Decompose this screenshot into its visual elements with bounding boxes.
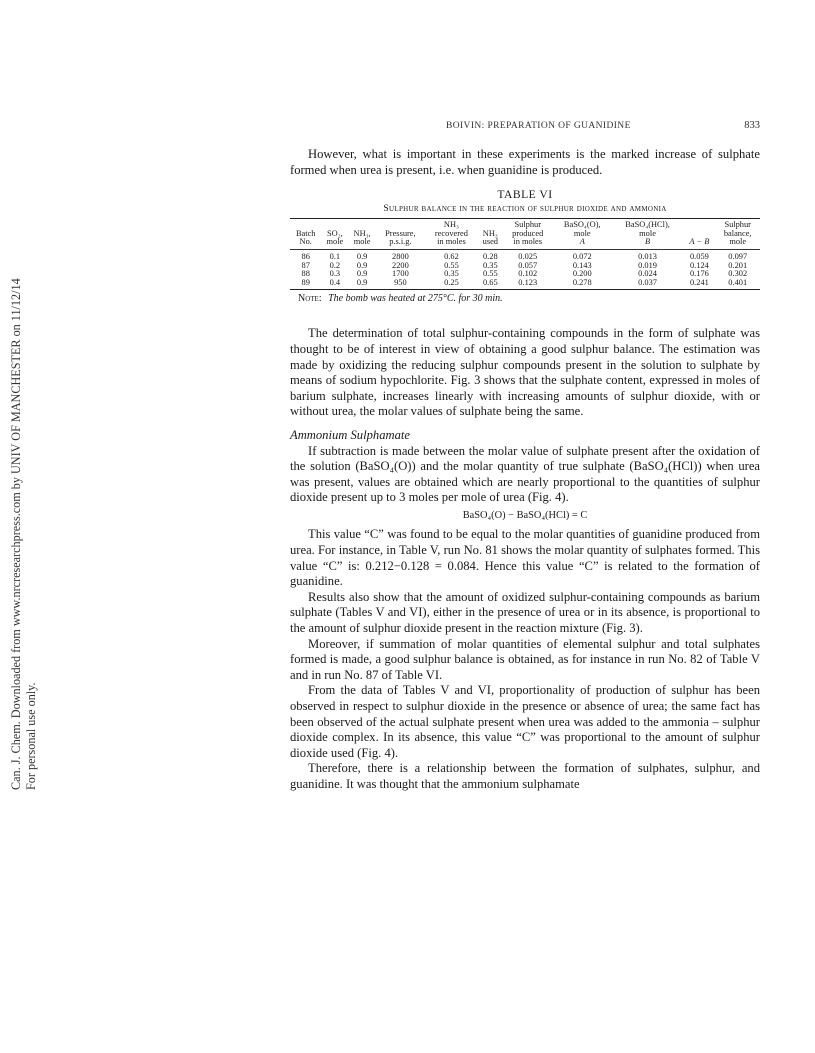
table-cell: 0.241	[689, 277, 709, 287]
table-cell: 0.059	[689, 251, 709, 261]
table-cell: 0.278	[572, 277, 592, 287]
section-heading: Ammonium Sulphamate	[290, 427, 410, 442]
page-number: 833	[744, 120, 760, 131]
equation: BaSO₄(O) − BaSO₄(HCl) = C	[462, 509, 588, 521]
table-cell: 0.25	[444, 277, 459, 287]
paragraph-2: The determination of total sulphur-containing compounds in the form of sulphate was thought to be of interest in view of obtaining a good sulphur balance. The estimation was made by oxidizing the reducing sulphur compounds present in the solution to sulphate by means of sodium hypochlorite. Fig. 3 shows that the sulphate content, expressed in moles of barium sulphate, increases linearly with increasing amounts of sulphur dioxide, with or without urea, the molar values of sulphate being the same.	[290, 326, 760, 419]
table-cell: 0.65	[482, 277, 498, 287]
table-cell: 1700	[392, 269, 409, 279]
paragraph-6: Moreover, if summation of molar quantities of elemental sulphur and total sulphates formed is made, a good sulphur balance is obtained, as for instance in run No. 82 of Table V and in run No. 87 of Table VI.	[290, 636, 760, 682]
table-header-row	[290, 219, 760, 249]
col-nh3-used: NH₃ used	[482, 228, 498, 247]
table-title: TABLE VI	[497, 188, 553, 202]
table-cell: 0.9	[356, 260, 368, 270]
table-cell: 87	[301, 260, 310, 270]
table-note	[290, 293, 760, 304]
table-cell: 0.097	[728, 251, 748, 261]
running-title: BOIVIN: PREPARATION OF GUANIDINE	[446, 121, 631, 131]
table-cell: 0.35	[482, 260, 498, 270]
col-pressure: Pressure, p.s.i.g.	[385, 228, 416, 247]
table-cell: 2200	[392, 260, 409, 270]
table-cell: 0.013	[638, 251, 657, 261]
table-cell: 2800	[392, 251, 409, 261]
table-cell: 89	[301, 277, 310, 287]
col-sulphur-balance: Sulphur balance, mole	[723, 220, 752, 247]
paragraph-8: Therefore, there is a relationship between the formation of sulphates, sulphur, and guanidine. It was thought that the ammonium sulphamate	[290, 761, 760, 791]
col-baso4-hcl: BaSO₄(HCl), mole B	[625, 220, 670, 247]
table-cell: 0.072	[572, 251, 592, 261]
col-nh3-recovered: NH₃ recovered in moles	[434, 220, 468, 247]
table-bottom-rule	[290, 289, 760, 290]
watermark-source-line: Can. J. Chem. Downloaded from www.nrcresearchpress.com by UNIV OF MANCHESTER on 11/12/14	[9, 278, 23, 790]
table-cell: 0.057	[518, 260, 538, 270]
sulphur-balance-table	[290, 219, 760, 289]
table-cell: 88	[301, 269, 310, 279]
paragraph-5: Results also show that the amount of oxidized sulphur-containing compounds as barium sulphate (Tables V and VI), either in the presence of urea or in its absence, is proportional to the amount of sulphur dioxide present in the reaction mixture (Fig. 3).	[290, 589, 760, 636]
table-cell: 0.102	[518, 269, 538, 279]
table-cell: 0.123	[518, 277, 538, 287]
table-cell: 0.35	[444, 269, 459, 279]
table-cell: 0.200	[572, 269, 592, 279]
paragraph-7: From the data of Tables V and VI, proportionality of production of sulphur has been observed in respect to sulphur dioxide in the presence or absence of urea; the same fact has been observed of the actual sulphate present when urea was added to the ammonia – sulphur dioxide complex. In its absence, this value “C” was proportional to the amount of sulphur dioxide used (Fig. 4).	[290, 683, 760, 760]
table-cell: 0.176	[689, 269, 709, 279]
table-cell: 0.9	[356, 251, 368, 261]
paragraph-4: This value “C” was found to be equal to the molar quantities of guanidine produced from urea. For instance, in Table V, run No. 81 shows the molar quantity of sulphates formed. This value “C” is: 0.212−0.128 = 0.084. Hence this value “C” is related to the formation of guanidine.	[290, 527, 760, 589]
col-baso4-o: BaSO₄(O), mole A	[563, 220, 601, 247]
table-row	[290, 279, 760, 290]
journal-page	[290, 120, 760, 793]
table-cell: 950	[394, 277, 407, 287]
table-note-label: Note:	[298, 293, 322, 305]
table-cell: 0.55	[482, 269, 498, 279]
table-cell: 0.019	[638, 260, 657, 270]
table-cell: 0.1	[329, 251, 341, 261]
table-cell: 0.3	[329, 269, 341, 279]
table-cell: 0.28	[482, 251, 498, 261]
table-cell: 0.037	[638, 277, 657, 287]
table-cell: 0.4	[329, 277, 341, 287]
table-cell: 0.201	[728, 260, 748, 270]
col-so2: SO₂, mole	[326, 228, 344, 247]
col-sulphur-produced: Sulphur produced in moles	[512, 220, 544, 247]
col-batch: Batch No.	[295, 228, 316, 247]
download-watermark	[4, 230, 44, 790]
col-nh3: NH₃, mole	[353, 228, 371, 247]
table-cell: 0.143	[572, 260, 592, 270]
table-cell: 0.62	[444, 251, 459, 261]
table-cell: 0.302	[728, 269, 748, 279]
table-note-text: The bomb was heated at 275°C. for 30 min.	[328, 293, 503, 305]
running-head	[446, 120, 760, 131]
table-cell: 0.2	[329, 260, 341, 270]
table-cell: 0.9	[356, 269, 368, 279]
table-cell: 86	[301, 251, 310, 261]
watermark-personal-use-line: For personal use only.	[24, 682, 38, 790]
table-cell: 0.124	[689, 260, 709, 270]
col-a-minus-b: A − B	[689, 237, 710, 247]
table-caption: Sulphur balance in the reaction of sulphur dioxide and ammonia	[383, 203, 667, 215]
table-cell: 0.025	[518, 251, 538, 261]
table-cell: 0.9	[356, 277, 368, 287]
table-cell: 0.401	[728, 277, 748, 287]
table-row	[290, 250, 760, 262]
table-cell: 0.55	[444, 260, 459, 270]
paragraph-1: However, what is important in these experiments is the marked increase of sulphate formed when urea is present, i.e. when guanidine is produced.	[290, 147, 760, 177]
paragraph-3: If subtraction is made between the molar value of sulphate present after the oxidation of the solution (BaSO₄(O)) and the molar quantity of true sulphate (BaSO₄(HCl)) when urea was present, values are obtained which are nearly proportional to the quantities of sulphur dioxide present up to 3 moles per mole of urea (Fig. 4).	[290, 443, 760, 505]
table-cell: 0.024	[638, 269, 657, 279]
